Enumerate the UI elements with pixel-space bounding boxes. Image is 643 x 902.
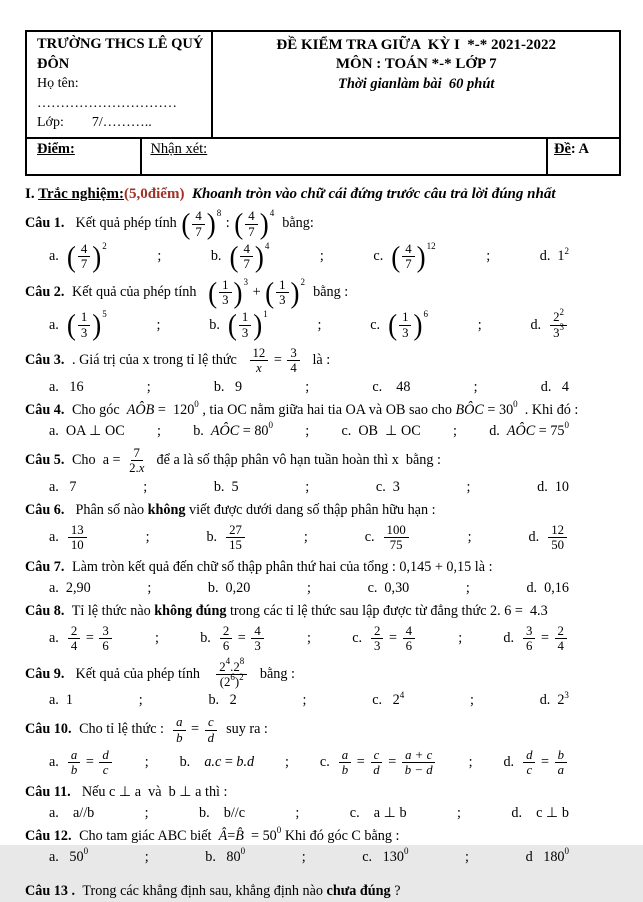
option-b: b. $\frac{27}{15}$: [206, 522, 246, 554]
option-separator: ;: [144, 804, 149, 821]
option-separator: ;: [285, 754, 289, 771]
option-label: b.: [209, 316, 220, 333]
question: [25, 401, 621, 442]
variant-label: Đề: [553, 140, 571, 157]
question-stem: Câu 10. Cho tỉ lệ thức : $\frac{a}{b}$ = $\frac{c}{d}$ suy ra :: [25, 715, 268, 745]
option-d: d. AÔC = $75^0$: [489, 422, 569, 441]
option-a: a. 7: [49, 478, 77, 497]
option-label: c.: [362, 849, 373, 866]
options-row: [25, 421, 621, 442]
option-separator: ;: [295, 804, 300, 821]
option-b: b. 0,20: [208, 579, 250, 598]
options-row: [25, 803, 621, 824]
option-c: c. ( $\frac{4}{7}$ ) 12: [373, 240, 436, 274]
option-label: d.: [526, 579, 538, 596]
question-number: Câu 6.: [25, 501, 65, 518]
option-label: b.: [205, 849, 216, 866]
option-label: b.: [200, 630, 211, 647]
exam-title-cell: [213, 32, 619, 137]
option-c: c. OB ⊥ OC: [341, 422, 420, 441]
exam-time: Thời gianlàm bài 60 phút: [338, 75, 495, 92]
option-separator: ;: [307, 630, 311, 647]
option-separator: ;: [146, 378, 151, 395]
options-row: [25, 521, 621, 555]
question: [25, 827, 621, 868]
option-label: d.: [539, 692, 551, 709]
option-d: d. c ⊥ b: [511, 804, 569, 823]
option-separator: ;: [144, 754, 149, 771]
option-d: d. 10: [537, 478, 569, 497]
question-stem: Câu 8. Tỉ lệ thức nào không đúng trong các tỉ lệ thức sau lập được từ đẳng thức 2. 6 = 4.3: [25, 602, 548, 619]
question-number: Câu 9.: [25, 665, 65, 682]
option-separator: ;: [156, 316, 161, 333]
option-b: b. $\frac{2}{6}$ = $\frac{4}{3}$: [200, 623, 266, 655]
option-label: d: [525, 849, 533, 866]
option-label: b.: [199, 804, 210, 821]
option-separator: ;: [157, 248, 162, 265]
option-label: b.: [208, 692, 220, 709]
options-row: [25, 377, 621, 398]
option-d: d. $2^3$: [540, 691, 569, 710]
question-stem: Câu 11. Nếu c ⊥ a và b ⊥ a thì :: [25, 783, 228, 800]
option-separator: ;: [305, 378, 310, 395]
option-a: a. OA ⊥ OC: [49, 422, 125, 441]
exam-title: ĐỀ KIỂM TRA GIỮA KỲ I *-* 2021-2022: [276, 37, 557, 53]
question-stem: Câu 4. Cho góc AÔB = $120^0$ , tia OC nằm giữa hai tia OA và OB sao cho BÔC = $30^0$ . Khi đó :: [25, 399, 579, 418]
option-separator: ;: [486, 248, 491, 265]
option-separator: ;: [456, 804, 461, 821]
option-a: a. 1: [49, 691, 73, 710]
option-separator: ;: [466, 478, 471, 495]
option-separator: ;: [303, 529, 308, 546]
section-instruction: Khoanh tròn vào chữ cái đứng trước câu trả lời đúng nhất: [184, 185, 556, 202]
option-label: c.: [319, 754, 330, 771]
option-b: b. 9: [214, 378, 242, 397]
option-d: d $180^0$: [526, 848, 569, 867]
question-number: Câu 7.: [25, 558, 65, 575]
option-separator: ;: [465, 579, 470, 596]
options-row: [25, 240, 621, 274]
option-label: c.: [367, 579, 378, 596]
options-row: [25, 578, 621, 599]
option-label: b.: [213, 478, 225, 495]
student-name-line: Họ tên: …………………………: [37, 76, 177, 111]
option-separator: ;: [319, 248, 324, 265]
options-row: [25, 746, 621, 780]
question: [25, 714, 621, 779]
comment-cell: [142, 139, 548, 174]
option-label: c.: [364, 529, 375, 546]
option-label: a.: [49, 692, 59, 709]
option-separator: ;: [452, 422, 457, 439]
option-label: d.: [503, 630, 515, 647]
option-separator: ;: [317, 316, 322, 333]
option-separator: ;: [306, 579, 311, 596]
question-stem: Câu 3. . Giá trị của x trong tỉ lệ thức $\frac{12}{x}$ = $\frac{3}{4}$ là :: [25, 346, 331, 376]
option-separator: ;: [467, 529, 472, 546]
question-stem: Câu 12. Cho tam giác ABC biết Â=B̂ = $50^0$ Khi đó góc C bằng :: [25, 825, 400, 845]
option-b: b. 2: [208, 691, 236, 710]
question: [25, 656, 621, 712]
option-d: d. $\frac{3}{6}$ = $\frac{2}{4}$: [503, 623, 569, 655]
option-label: c.: [372, 378, 383, 395]
question-stem: Câu 13 . Trong các khẳng định sau, khẳng định nào chưa đúng ?: [25, 883, 401, 900]
option-d: d. $\frac{d}{c}$ = $\frac{b}{a}$: [503, 747, 569, 779]
comment-label: Nhận xét:: [150, 140, 208, 157]
option-label: d.: [537, 478, 548, 495]
option-label: c.: [375, 478, 386, 495]
option-d: d. 4: [541, 378, 569, 397]
option-a: a. 2,90: [49, 579, 91, 598]
option-separator: ;: [155, 630, 159, 647]
question: [25, 345, 621, 398]
option-c: c. $\frac{100}{75}$: [365, 522, 411, 554]
option-label: a.: [49, 378, 59, 395]
option-label: b.: [207, 579, 219, 596]
question: [25, 882, 621, 902]
question-number: Câu 4.: [25, 401, 65, 418]
option-c: c. $\frac{2}{3}$ = $\frac{4}{6}$: [352, 623, 417, 655]
question-stem: Câu 7. Làm tròn kết quả đến chữ số thập phân thứ hai của tổng : 0,145 + 0,15 là :: [25, 558, 493, 575]
section-numeral: I.: [25, 185, 39, 202]
option-separator: ;: [147, 579, 152, 596]
question-number: Câu 2.: [25, 283, 65, 300]
option-label: a.: [49, 754, 59, 771]
question-number: Câu 10.: [25, 721, 72, 738]
option-label: c.: [372, 692, 383, 709]
option-b: b. $80^0$: [205, 848, 245, 867]
option-label: b.: [213, 378, 225, 395]
option-a: a. a//b: [49, 804, 94, 823]
option-d: d. $\frac{12}{50}$: [529, 522, 569, 554]
option-d: d. $\frac{2^2}{3^3}$: [530, 309, 569, 341]
question-number: Câu 11.: [25, 783, 71, 800]
score-label: Điểm:: [37, 140, 75, 157]
exam-subject: MÔN : TOÁN *-* LỚP 7: [335, 56, 497, 73]
options-row: [25, 308, 621, 342]
option-b: b. a.c = b.d: [180, 753, 255, 772]
option-separator: ;: [302, 692, 307, 709]
option-label: a.: [49, 478, 59, 495]
option-b: b. AÔC = $80^0$: [193, 422, 273, 441]
option-a: a. 16: [49, 378, 84, 397]
question: [25, 602, 621, 656]
options-row: [25, 847, 621, 868]
option-label: d.: [539, 248, 551, 265]
section-title: Trắc nghiệm:: [38, 185, 125, 202]
question-number: Câu 8.: [25, 602, 65, 619]
option-c: c. ( $\frac{1}{3}$ ) 6: [370, 309, 428, 342]
option-c: c. 48: [372, 378, 410, 397]
option-separator: ;: [305, 422, 310, 439]
option-separator: ;: [144, 849, 149, 866]
option-label: d.: [511, 804, 522, 821]
question: [25, 445, 621, 498]
option-separator: ;: [138, 692, 143, 709]
option-a: a. ( $\frac{1}{3}$ ) 5: [49, 309, 107, 342]
option-separator: ;: [465, 849, 469, 866]
option-separator: ;: [156, 422, 161, 439]
option-label: b.: [210, 248, 222, 265]
variant-cell: [548, 139, 619, 174]
section-heading: [25, 185, 621, 205]
option-label: a.: [49, 422, 59, 439]
options-row: [25, 477, 621, 498]
option-c: c. a ⊥ b: [350, 804, 407, 823]
school-name: TRƯỜNG THCS LÊ QUÝ ĐÔN: [37, 36, 207, 72]
option-label: d.: [489, 422, 500, 439]
question-number: Câu 5.: [25, 452, 65, 468]
score-cell: [27, 139, 142, 174]
question-number: Câu 12.: [25, 828, 72, 845]
option-separator: ;: [473, 378, 478, 395]
option-label: a.: [49, 630, 59, 647]
option-label: a.: [49, 579, 59, 596]
question-stem: Câu 6. Phân số nào không viết được dưới dang số thập phân hữu hạn :: [25, 501, 436, 518]
option-label: b.: [193, 422, 204, 439]
question: [25, 208, 621, 273]
option-c: c. 0,30: [368, 579, 410, 598]
section-points: (5,0điểm): [124, 185, 185, 202]
header-row-2: [27, 139, 619, 174]
option-separator: ;: [468, 754, 473, 771]
school-cell: [27, 32, 213, 137]
option-label: a.: [49, 316, 59, 333]
header-table: [25, 30, 621, 176]
question: [25, 558, 621, 599]
question-number: Câu 13 .: [25, 883, 76, 900]
options-row: [25, 690, 621, 711]
question-number: Câu 3.: [25, 351, 65, 368]
option-label: d.: [528, 529, 540, 546]
variant-value: : A: [570, 140, 590, 157]
option-a: a. $\frac{a}{b}$ = $\frac{d}{c}$: [49, 747, 114, 779]
questions: [25, 208, 621, 902]
option-c: c. $130^0$: [362, 848, 408, 867]
option-d: d. 0,16: [526, 579, 568, 598]
question-number: Câu 1.: [25, 215, 65, 232]
option-separator: ;: [305, 478, 310, 495]
option-separator: ;: [143, 478, 148, 495]
option-label: c.: [373, 248, 384, 265]
question-stem: Câu 2. Kết quả của phép tính ( $\frac{1}{3}$ ) 3 + ( $\frac{1}{3}$ ) 2 bằng :: [25, 276, 349, 309]
options-row: [25, 622, 621, 656]
question: [25, 277, 621, 342]
option-label: d.: [530, 316, 542, 333]
option-label: d.: [540, 378, 552, 395]
option-label: a.: [49, 248, 59, 265]
option-a: a. $\frac{2}{4}$ = $\frac{3}{6}$: [49, 623, 114, 655]
option-separator: ;: [145, 529, 150, 546]
option-label: d.: [503, 754, 515, 771]
option-b: b. ( $\frac{4}{7}$ ) 4: [210, 240, 270, 274]
option-label: a.: [49, 849, 59, 866]
class-line: Lớp: 7/………..: [37, 115, 152, 131]
option-label: b.: [206, 529, 218, 546]
option-separator: ;: [477, 316, 482, 333]
question-stem: Câu 9. Kết quả của phép tính $2^4$ . $2^8$ ($2^6$ )$^2$ bằng :: [25, 656, 295, 689]
option-a: a. $50^0$: [49, 848, 88, 867]
option-a: a. $\frac{13}{10}$: [49, 522, 89, 554]
question: [25, 783, 621, 824]
option-label: b.: [179, 754, 191, 771]
option-b: b. ( $\frac{1}{3}$ ) 1: [209, 309, 268, 342]
option-d: d. $1^2$: [540, 247, 569, 266]
option-label: c.: [341, 422, 352, 439]
option-label: a.: [49, 529, 59, 546]
option-separator: ;: [469, 692, 474, 709]
option-label: c.: [349, 804, 360, 821]
option-a: a. ( $\frac{4}{7}$ ) 2: [49, 240, 107, 274]
option-separator: ;: [458, 630, 463, 647]
question: [25, 501, 621, 555]
option-b: b. 5: [214, 478, 239, 497]
question-stem: Câu 5. Cho a = 7 2. x để a là số thập phân vô hạn tuần hoàn thì x bằng :: [25, 446, 441, 476]
option-label: c.: [352, 630, 363, 647]
option-label: a.: [49, 804, 59, 821]
question-stem: Câu 1. Kết quả phép tính ( $\frac{4}{7}$ ) 8 : ( $\frac{4}{7}$ ) 4 bằng:: [25, 208, 314, 241]
option-b: b. b//c: [199, 804, 245, 823]
option-separator: ;: [301, 849, 306, 866]
header-row-1: [27, 32, 619, 139]
option-c: c. 3: [376, 478, 400, 497]
option-label: c.: [370, 316, 381, 333]
option-c: c. $\frac{a}{b}$ = $\frac{c}{d}$ = $\frac{a + c}{b - d}$: [320, 747, 438, 779]
option-c: c. $2^4$: [372, 691, 404, 710]
